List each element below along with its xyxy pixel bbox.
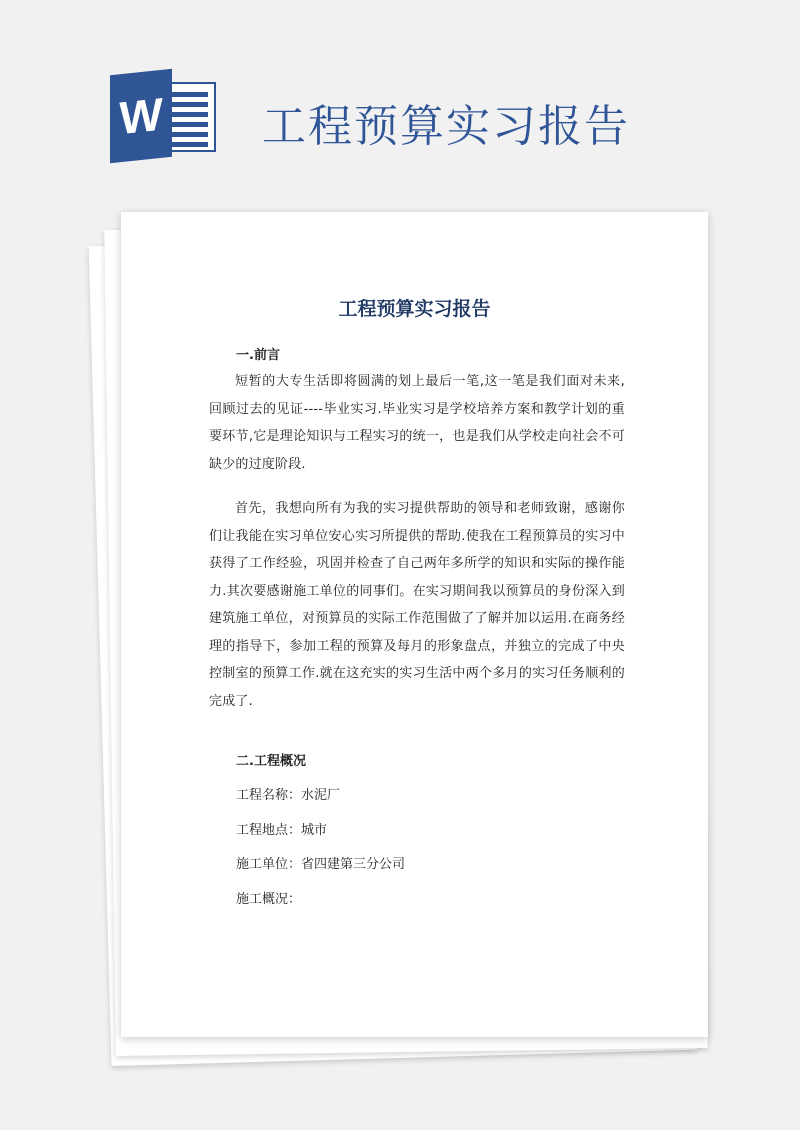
construction-overview-line: 施工概况： bbox=[236, 892, 302, 907]
project-location-line: 工程地点：城市 bbox=[236, 823, 328, 838]
logo-letter: W bbox=[110, 69, 172, 164]
section-heading-preface: 一.前言 bbox=[236, 348, 280, 363]
project-name-line: 工程名称：水泥厂 bbox=[236, 788, 341, 803]
document-title: 工程预算实习报告 bbox=[338, 298, 491, 320]
word-logo-icon bbox=[110, 70, 220, 160]
document-page bbox=[121, 212, 708, 1037]
header-title: 工程预算实习报告 bbox=[262, 101, 630, 152]
construction-unit-line: 施工单位：省四建第三分公司 bbox=[236, 857, 406, 872]
section-heading-overview: 二.工程概况 bbox=[236, 754, 306, 769]
paragraph-intro: 短暂的大专生活即将圆满的划上最后一笔,这一笔是我们面对未来,回顾过去的见证----毕业实习.毕业实习是学校培养方案和教学计划的重要环节,它是理论知识与工程实习的统一，也是我们从学校走向社会不可缺少的过度阶段. bbox=[209, 374, 625, 472]
paragraph-thanks: 首先，我想向所有为我的实习提供帮助的领导和老师致谢，感谢你们让我能在实习单位安心实习所提供的帮助.使我在工程预算员的实习中获得了工作经验，巩固并检查了自己两年多所学的知识和实际的操作能力.其次要感谢施工单位的同事们。在实习期间我以预算员的身份深入到建筑施工单位，对预算员的实际工作范围做了了解并加以运用.在商务经理的指导下，参加工程的预算及每月的形象盘点，并独立的完成了中央控制室的预算工作.就在这充实的实习生活中两个多月的实习任务顺利的完成了. bbox=[209, 501, 625, 709]
